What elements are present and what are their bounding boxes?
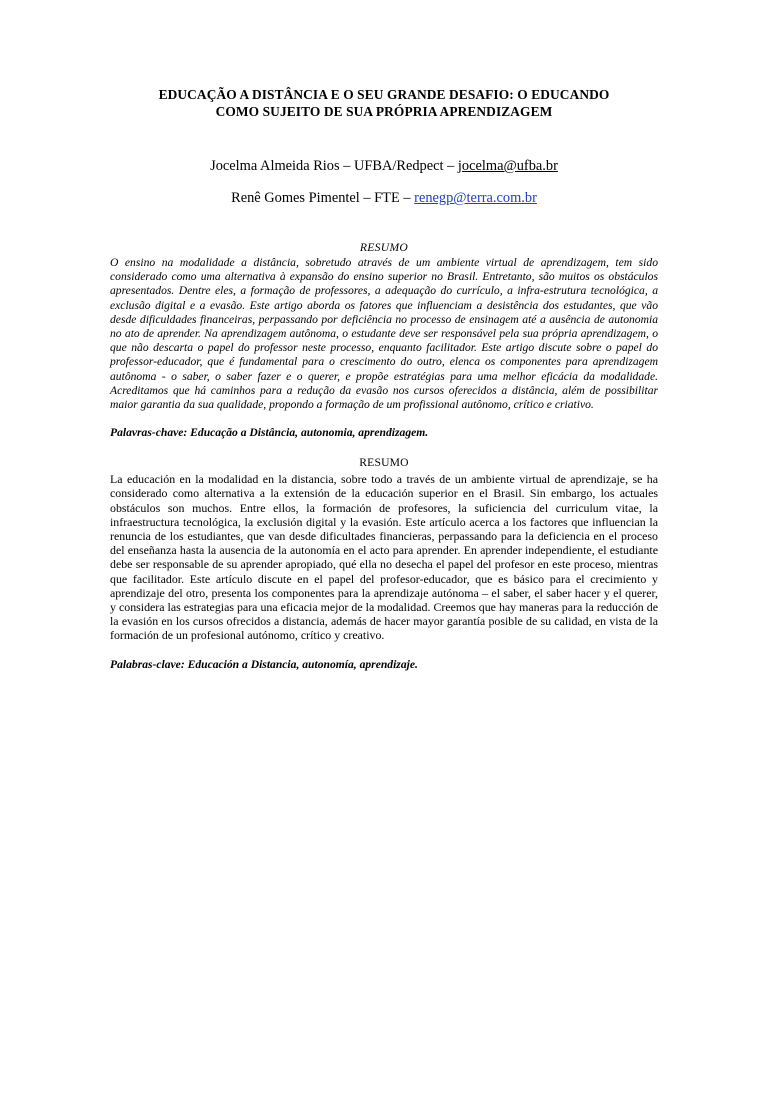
author-2-email-link[interactable]: renegp@terra.com.br xyxy=(414,190,537,206)
abstract-es-text: La educación en la modalidad en la distancia, sobre todo a través de un ambiente virtual de aprendizaje, se ha considerado como alternativa a la extensión de la educación superior en el Brasil. Sin embargo, los actuales obstáculos son muchos. Entre ellos, la formación de profesores, la suficiencia del curriculum vitae, la infraestructura tecnológica, la exclusión digital y la evasión. Este artículo acerca a los factores que influencian la renuncia de los estudiantes, que van desde dificultades financieras, perpassando para la deficiencia en el proceso del enseñanza hasta la ausencia de la autonomía en el acto para aprender. En aprender independiente, el estudiante debe ser responsable de su aprender apropiado, qué ella no desecha el papel del profesor en este proceso, mientras que facilitador. Este artículo discute en el papel del profesor-educador, que es básico para el crecimiento y aprendizaje del otro, presenta los componentes para la aprendizaje autónoma – el saber, el saber hacer y el querer, y considera las estrategias para una eficacia mejor de la modalidad. Creemos que hay maneras para la reducción de la evasión en los cursos ofrecidos a distancia, además de hacer mayor garantía posible de su calidad, en vista de la formación de un profesional autónomo, crítico y creativo. xyxy=(110,472,658,643)
author-1 xyxy=(110,157,658,175)
keywords-pt: Palavras-chave: Educação a Distância, autonomia, aprendizagem. xyxy=(110,426,429,440)
abstract-pt-heading: RESUMO xyxy=(359,241,409,254)
author-1-email[interactable]: jocelma@ufba.br xyxy=(457,158,558,174)
document-page xyxy=(0,86,768,1110)
paper-title xyxy=(110,86,658,120)
author-1-name: Jocelma Almeida Rios – UFBA/Redpect – xyxy=(210,158,458,174)
title-line-2: COMO SUJEITO DE SUA PRÓPRIA APRENDIZAGEM xyxy=(215,104,553,119)
abstract-pt-text: O ensino na modalidade a distância, sobretudo através de um ambiente virtual de aprendizagem, tem sido considerado como uma alternativa à expansão do ensino superior no Brasil. Entretanto, são muitos os obstáculos apresentados. Dentre eles, a formação de professores, a adequação do currículo, a infra-estrutura tecnológica, a exclusão digital e a evasão. Este artigo aborda os fatores que influenciam a desistência dos estudantes, que vão desde dificuldades financeiras, perpassando por deficiência no processo de ensinagem até a ausência de autonomia no ato de aprender. Na aprendizagem autônoma, o estudante deve ser responsável pela sua própria aprendizagem, o que não descarta o papel do professor neste processo, enquanto facilitador. Este artigo discute sobre o papel do professor-educador, que é fundamental para o crescimento do outro, elenca os componentes para aprendizagem autônoma - o saber, o saber fazer e o querer, e propõe estratégias para uma melhor eficácia da modalidade. Acreditamos que há caminhos para a redução da evasão nos cursos oferecidos a distância, além de possibilitar maior garantia da sua qualidade, propondo a formação de um profissional autônomo, crítico e criativo. xyxy=(110,256,658,412)
abstract-es-heading: RESUMO xyxy=(359,456,409,470)
author-2 xyxy=(110,189,658,207)
title-line-1: EDUCAÇÃO A DISTÂNCIA E O SEU GRANDE DESAFIO: O EDUCANDO xyxy=(158,87,610,102)
keywords-es: Palabras-clave: Educación a Distancia, autonomía, aprendizaje. xyxy=(110,657,418,671)
author-2-name: Renê Gomes Pimentel – FTE – xyxy=(231,190,415,206)
